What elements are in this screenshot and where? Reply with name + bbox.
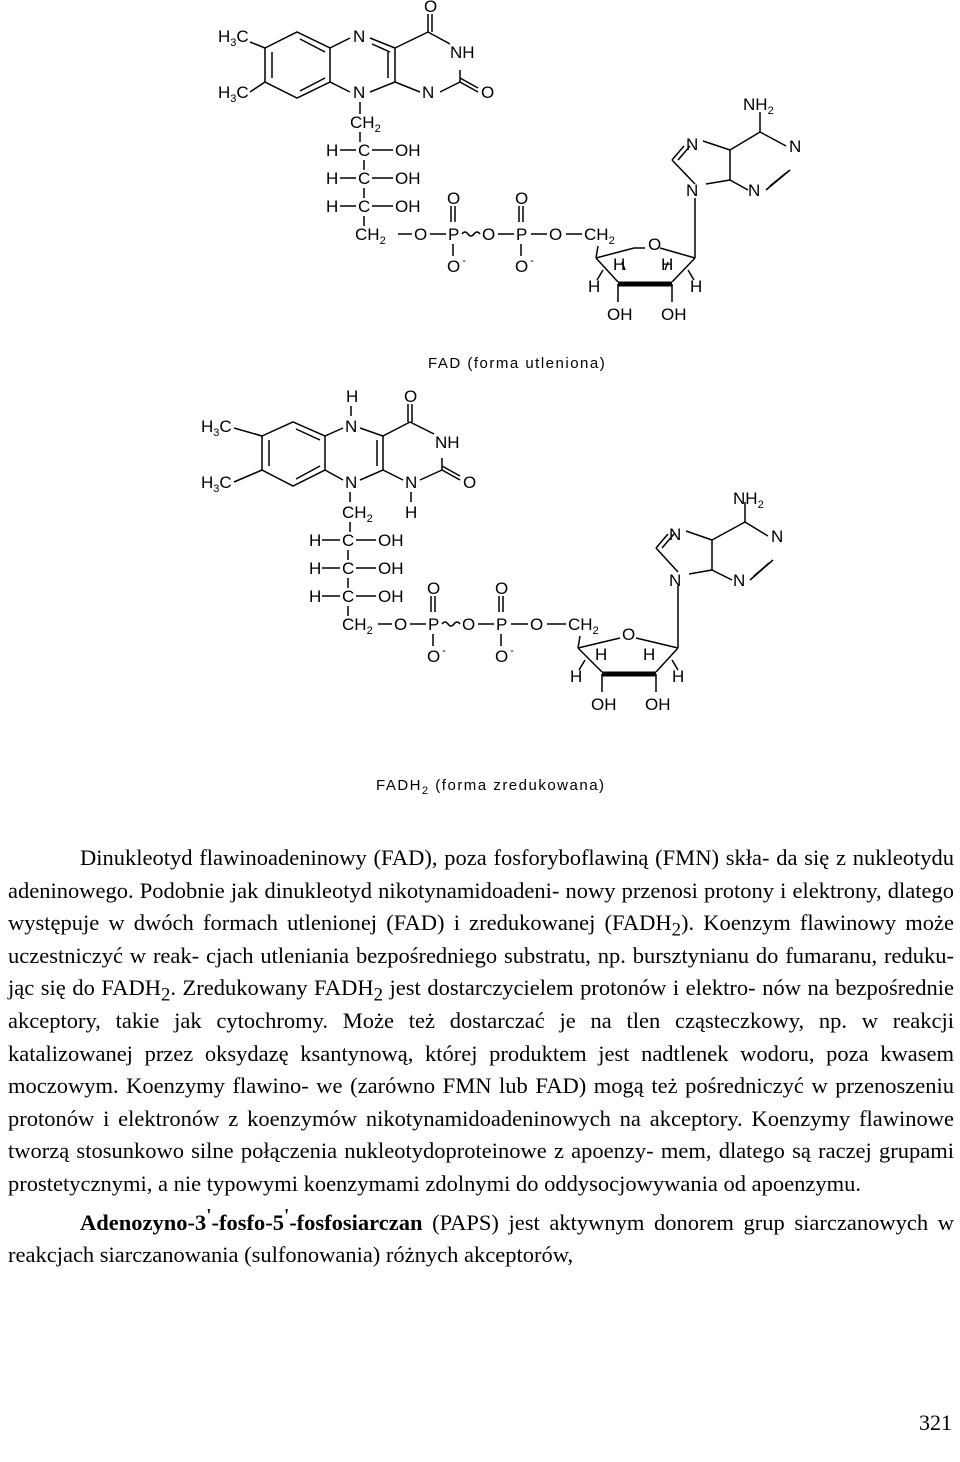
paragraph-text: jest dostarczycielem protonów i elektro- nów na bezpośrednie akceptory, takie jak cytochromy. Może też dostarczać je na tlen cząsteczkowy, np. w reakcji katalizowanej przez oksydazę ksantynową, której produktem jest nadtlenek wodoru, poza kwasem moczowym. Koenzymy flawino- we (zarówno FMN lub FAD) mogą też pośredniczyć w przenoszeniu protonów i elektronów z koenzymów nikotynamidoadeninowych na akceptory. Koenzymy flawinowe tworzą stosunkowo silne połączenia nukleotydoproteinowe z apoenzy- mem, dlatego są raczej grupami prostetycznymi, a nie typowymi koenzymami zdolnymi do oddysocjowywania od apoenzymu.	[8, 975, 954, 1196]
atom-label: O -	[515, 255, 534, 276]
atom-label: NH	[435, 433, 460, 452]
atom-label: N	[669, 571, 682, 590]
atom-label: OH	[378, 531, 404, 550]
atom-label: O	[394, 615, 408, 634]
atom-label: O -	[495, 645, 514, 666]
atom-label: O	[481, 83, 495, 102]
paragraph-text: Dinukleotyd flawinoadeninowy (FAD), poza fosforyboflawiną (FMN) skła-	[80, 845, 770, 870]
methyl-label: $H_3C$	[218, 83, 249, 105]
atom-label: H	[309, 559, 322, 578]
atom-label: O	[414, 225, 428, 244]
atom-label: H	[326, 141, 339, 160]
atom-label: $CH_2$	[584, 225, 615, 247]
paragraph-fad	[8, 842, 954, 1201]
atom-label: H	[309, 587, 322, 606]
atom-label: N	[353, 83, 366, 102]
subscript: 2	[671, 919, 681, 941]
subscript: 2	[373, 984, 383, 1006]
atom-label: N	[771, 527, 784, 546]
atom-label: N	[733, 571, 746, 590]
methyl-label: $H_3C$	[201, 473, 232, 495]
atom-label: N	[748, 181, 761, 200]
atom-label: OH	[395, 197, 421, 216]
atom-label: OH	[645, 695, 671, 714]
paragraph-text: ). Koenzym flawinowy może uczestniczyć w reak- cjach utleniania bezpośredniego substratu, np. bursztynianu do fumaranu, reduku- jąc się do FADH	[8, 910, 954, 1001]
atom-label: C	[342, 587, 355, 606]
atom-label: O	[495, 579, 509, 598]
atom-label: H	[326, 197, 339, 216]
atom-label: $NH_2$	[733, 489, 764, 511]
atom-label: $CH_2$	[568, 615, 599, 637]
atom-label: H	[326, 169, 339, 188]
paragraph-text: da się z nukleotydu adeninowego. Podobnie jak dinukleotyd nikotynamidoadeni- nowy przenosi protony i elektrony, dlatego występuje w dwóch formach utlenionej (FAD) i zredukowanej (FADH	[8, 845, 955, 936]
atom-label: N	[353, 27, 366, 46]
atom-label: H	[588, 277, 601, 296]
atom-label: N	[686, 181, 699, 200]
atom-label: OH	[591, 695, 617, 714]
figure-caption-fad: FAD (forma utleniona)	[428, 355, 607, 372]
fad-structure	[0, 0, 960, 380]
atom-label: C	[342, 531, 355, 550]
atom-label: N	[345, 473, 358, 492]
atom-label: C	[358, 141, 371, 160]
atom-label: H	[595, 645, 608, 664]
ribose-ring	[596, 198, 695, 302]
paragraph-paps	[8, 1207, 954, 1272]
methyl-label: $H_3C$	[201, 417, 232, 439]
atom-label: N	[405, 473, 418, 492]
atom-label: $CH_2$	[342, 503, 373, 525]
methyl-label: $H_3C$	[218, 27, 249, 49]
atom-label: O	[648, 235, 662, 254]
atom-label: C	[358, 197, 371, 216]
atom-label: $NH_2$	[743, 95, 774, 117]
atom-label: O	[424, 0, 438, 16]
atom-label: O	[515, 189, 529, 208]
body-text	[8, 842, 954, 1272]
paragraph-text: (PAPS) jest aktywnym donorem grup siarczanowych w reakcjach siarczanowania (sulfonowania) różnych akceptorów,	[8, 1209, 954, 1268]
atom-label: O -	[447, 255, 466, 276]
page-number: 321	[919, 1410, 952, 1435]
subscript: 2	[160, 984, 171, 1006]
atom-label: O	[530, 615, 544, 634]
atom-label: OH	[607, 305, 633, 324]
atom-label: O	[462, 615, 476, 634]
atom-label: P	[448, 225, 460, 244]
atom-label: N	[686, 135, 699, 154]
atom-label: P	[428, 615, 440, 634]
atom-label: OH	[395, 141, 421, 160]
atom-label: H	[661, 255, 674, 274]
term-paps: Adenozyno-3'-fosfo-5'-fosfosiarczan	[80, 1205, 423, 1235]
atom-label: O	[463, 473, 477, 492]
atom-label: H	[570, 667, 583, 686]
atom-label: O	[404, 388, 418, 406]
atom-label: C	[358, 169, 371, 188]
atom-label: $CH_2$	[350, 113, 381, 135]
benzene-ring	[234, 422, 325, 486]
atom-label: H	[690, 277, 703, 296]
atom-label: P	[496, 615, 508, 634]
atom-label: O	[427, 579, 441, 598]
atom-label: OH	[661, 305, 687, 324]
atom-label: H	[309, 531, 322, 550]
atom-label: C	[342, 559, 355, 578]
atom-label: O	[482, 225, 496, 244]
atom-label: NH	[450, 43, 475, 62]
atom-label: H	[643, 645, 656, 664]
pyrimidine-ring	[383, 404, 460, 502]
atom-label: N	[422, 83, 435, 102]
high-energy-bond	[462, 232, 480, 236]
atom-label: O	[549, 225, 563, 244]
atom-label: O	[622, 625, 636, 644]
fadh2-structure	[0, 388, 960, 808]
atom-label: H	[346, 388, 359, 406]
atom-label: O -	[427, 645, 446, 666]
benzene-ring	[250, 32, 330, 98]
atom-label: OH	[395, 169, 421, 188]
figure-caption-fadh2: $FADH_2$ (forma zredukowana)	[376, 777, 606, 797]
atom-label: OH	[378, 587, 404, 606]
atom-label: H	[613, 255, 626, 274]
atom-label: P	[516, 225, 528, 244]
atom-label: H	[672, 667, 685, 686]
atom-label: N	[669, 525, 682, 544]
paragraph-text: . Zredukowany FADH	[170, 975, 374, 1001]
fadh2-diagram	[0, 388, 960, 808]
atom-label: $CH_2$	[355, 225, 386, 247]
atom-label: H	[405, 503, 418, 522]
atom-label: O	[447, 189, 461, 208]
fad-diagram	[0, 0, 960, 380]
atom-label: N	[345, 417, 358, 436]
atom-label: N	[789, 137, 802, 156]
atom-label: OH	[378, 559, 404, 578]
high-energy-bond	[442, 622, 460, 626]
atom-label: $CH_2$	[342, 615, 373, 637]
